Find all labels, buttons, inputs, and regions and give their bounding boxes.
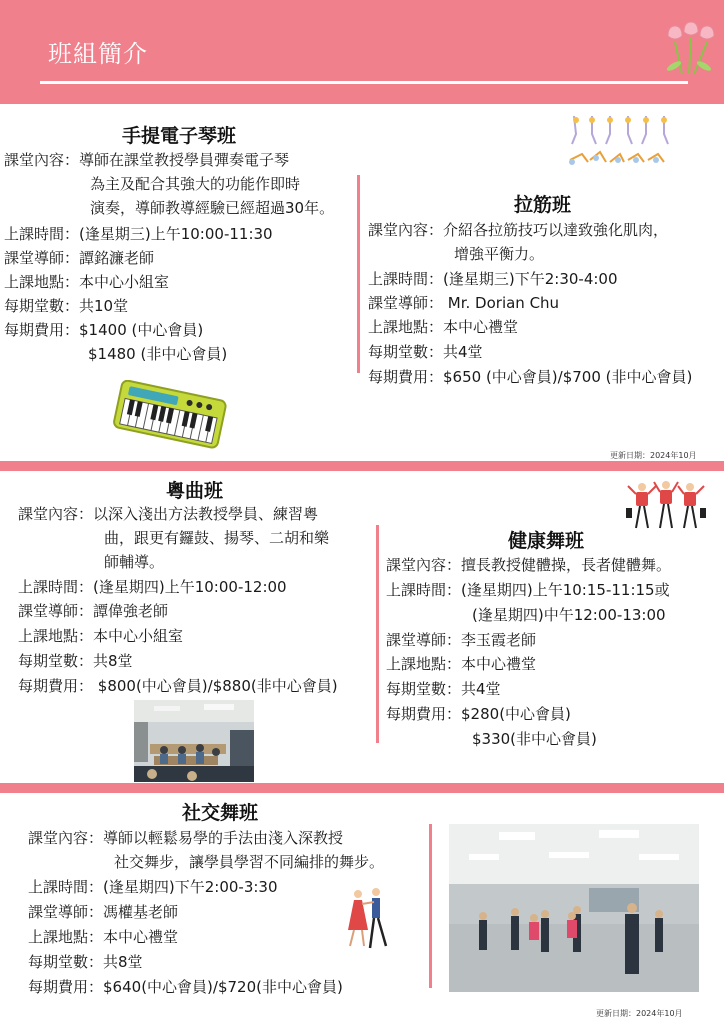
stretch-fee-row	[368, 365, 692, 389]
cantonese-teacher-row	[18, 599, 168, 623]
health-content-row	[386, 553, 671, 577]
place-value: 本中心禮堂	[103, 928, 179, 946]
stretch-place-row	[368, 315, 518, 339]
teacher-label: 課堂導師：	[18, 602, 94, 620]
fee-value: $280(中心會員)	[461, 705, 571, 723]
stretch-figures-icon	[566, 112, 678, 182]
course-title-social-dance: 社交舞班	[182, 802, 259, 824]
social-content-row	[28, 826, 343, 850]
keyboard-fee-row	[4, 318, 203, 342]
content-label: 課堂內容：	[28, 829, 104, 847]
stretch-sessions-row	[368, 340, 483, 364]
fee-value: $1480 (非中心會員)	[88, 345, 228, 363]
place-label: 上課地點：	[4, 273, 80, 291]
fee-value: $330(非中心會員)	[472, 730, 597, 748]
content-text: 增強平衡力。	[454, 245, 545, 263]
place-value: 本中心禮堂	[461, 655, 537, 673]
health-time-row	[386, 578, 670, 602]
cantonese-fee-row	[18, 674, 338, 698]
section-divider	[429, 824, 432, 988]
teacher-value: 馮權基老師	[103, 903, 179, 921]
keyboard-time-row	[4, 222, 273, 246]
health-teacher-row	[386, 628, 536, 652]
place-value: 本中心小組室	[93, 627, 184, 645]
sessions-value: 共8堂	[103, 953, 143, 971]
header-divider	[40, 81, 688, 84]
social-sessions-row	[28, 950, 143, 974]
content-text: 擅長教授健體操，長者健體舞。	[461, 556, 672, 574]
content-text: 演奏，導師教導經驗已經超過30年。	[90, 199, 335, 217]
stretch-time-row	[368, 267, 618, 291]
header-banner	[0, 0, 724, 104]
stretch-teacher-row	[368, 291, 559, 315]
time-label: 上課時間：	[28, 878, 104, 896]
cantonese-place-row	[18, 624, 183, 648]
time-value: (逢星期三)上午10:00-11:30	[79, 225, 273, 243]
keyboard-sessions-row	[4, 294, 128, 318]
sessions-value: 共4堂	[443, 343, 483, 361]
keyboard-content-row	[4, 148, 289, 172]
content-label: 課堂內容：	[386, 556, 462, 574]
social-place-row	[28, 925, 178, 949]
sessions-label: 每期堂數：	[4, 297, 80, 315]
cantonese-time-row	[18, 575, 287, 599]
time-label: 上課時間：	[4, 225, 80, 243]
fee-label: 每期費用：	[386, 705, 462, 723]
fee-label: 每期費用：	[28, 978, 104, 996]
content-label: 課堂內容：	[18, 505, 94, 523]
content-text: 曲，跟更有鑼鼓、揚琴、二胡和樂	[104, 529, 330, 547]
teacher-value: 譚銘濂老師	[79, 249, 155, 267]
updated-date: 更新日期：2024年10月	[610, 451, 697, 460]
course-title-keyboard: 手提電子琴班	[122, 125, 237, 147]
time-label: 上課時間：	[18, 578, 94, 596]
course-title-cantonese-opera: 粵曲班	[166, 480, 224, 502]
teacher-label: 課堂導師：	[386, 631, 462, 649]
cantonese-sessions-row	[18, 649, 133, 673]
course-title-health-dance: 健康舞班	[508, 530, 585, 552]
teacher-label: 課堂導師：	[368, 294, 444, 312]
classroom-photo	[134, 700, 254, 782]
sessions-label: 每期堂數：	[28, 953, 104, 971]
sessions-label: 每期堂數：	[368, 343, 444, 361]
place-label: 上課地點：	[386, 655, 462, 673]
place-label: 上課地點：	[368, 318, 444, 336]
fee-value: $650 (中心會員)/$700 (非中心會員)	[443, 368, 693, 386]
fee-label: 每期費用：	[368, 368, 444, 386]
dance-couple-icon	[344, 886, 392, 952]
keyboard-icon	[110, 380, 228, 456]
fee-value: $1400 (中心會員)	[79, 321, 204, 339]
dance-hall-photo	[449, 824, 699, 992]
time-value: (逢星期四)中午12:00-13:00	[472, 606, 666, 624]
tulip-icon	[660, 22, 718, 80]
content-text: 導師在課堂教授學員彈奏電子琴	[79, 151, 290, 169]
section-divider	[357, 175, 360, 373]
content-text: 為主及配合其強大的功能作即時	[90, 175, 301, 193]
content-text: 社交舞步，讓學員學習不同編排的舞步。	[114, 853, 385, 871]
content-label: 課堂內容：	[368, 221, 444, 239]
content-text: 以深入淺出方法教授學員、練習粵	[93, 505, 319, 523]
section-separator	[0, 783, 724, 793]
social-fee-row	[28, 975, 343, 999]
section-separator	[0, 461, 724, 471]
teacher-label: 課堂導師：	[4, 249, 80, 267]
health-fee-row	[386, 702, 571, 726]
teacher-value: Mr. Dorian Chu	[443, 294, 560, 312]
time-value: (逢星期三)下午2:30-4:00	[443, 270, 618, 288]
teacher-value: 李玉霞老師	[461, 631, 537, 649]
content-text: 師輔導。	[104, 553, 165, 571]
keyboard-teacher-row	[4, 246, 154, 270]
health-sessions-row	[386, 677, 501, 701]
place-label: 上課地點：	[18, 627, 94, 645]
sessions-value: 共8堂	[93, 652, 133, 670]
place-value: 本中心小組室	[79, 273, 170, 291]
course-title-stretch: 拉筋班	[514, 194, 572, 216]
time-value: (逢星期四)下午2:00-3:30	[103, 878, 278, 896]
dancers-icon	[626, 478, 706, 534]
content-text: 導師以輕鬆易學的手法由淺入深教授	[103, 829, 344, 847]
sessions-label: 每期堂數：	[386, 680, 462, 698]
time-label: 上課時間：	[368, 270, 444, 288]
time-value: (逢星期四)上午10:00-12:00	[93, 578, 287, 596]
sessions-value: 共4堂	[461, 680, 501, 698]
place-value: 本中心禮堂	[443, 318, 519, 336]
cantonese-content-row	[18, 502, 318, 526]
social-time-row	[28, 875, 278, 899]
place-label: 上課地點：	[28, 928, 104, 946]
social-teacher-row	[28, 900, 178, 924]
teacher-value: 譚偉強老師	[93, 602, 169, 620]
fee-label: 每期費用：	[4, 321, 80, 339]
updated-date: 更新日期：2024年10月	[596, 1009, 683, 1018]
content-label: 課堂內容：	[4, 151, 80, 169]
fee-value: $800(中心會員)/$880(非中心會員)	[93, 677, 338, 695]
keyboard-place-row	[4, 270, 169, 294]
time-value: (逢星期四)上午10:15-11:15或	[461, 581, 670, 599]
health-place-row	[386, 652, 536, 676]
stretch-content-row	[368, 218, 668, 242]
teacher-label: 課堂導師：	[28, 903, 104, 921]
content-text: 介紹各拉筋技巧以達致強化肌肉，	[443, 221, 669, 239]
fee-label: 每期費用：	[18, 677, 94, 695]
sessions-value: 共10堂	[79, 297, 129, 315]
section-divider	[376, 525, 379, 743]
sessions-label: 每期堂數：	[18, 652, 94, 670]
page-title: 班組簡介	[48, 40, 148, 68]
time-label: 上課時間：	[386, 581, 462, 599]
fee-value: $640(中心會員)/$720(非中心會員)	[103, 978, 343, 996]
